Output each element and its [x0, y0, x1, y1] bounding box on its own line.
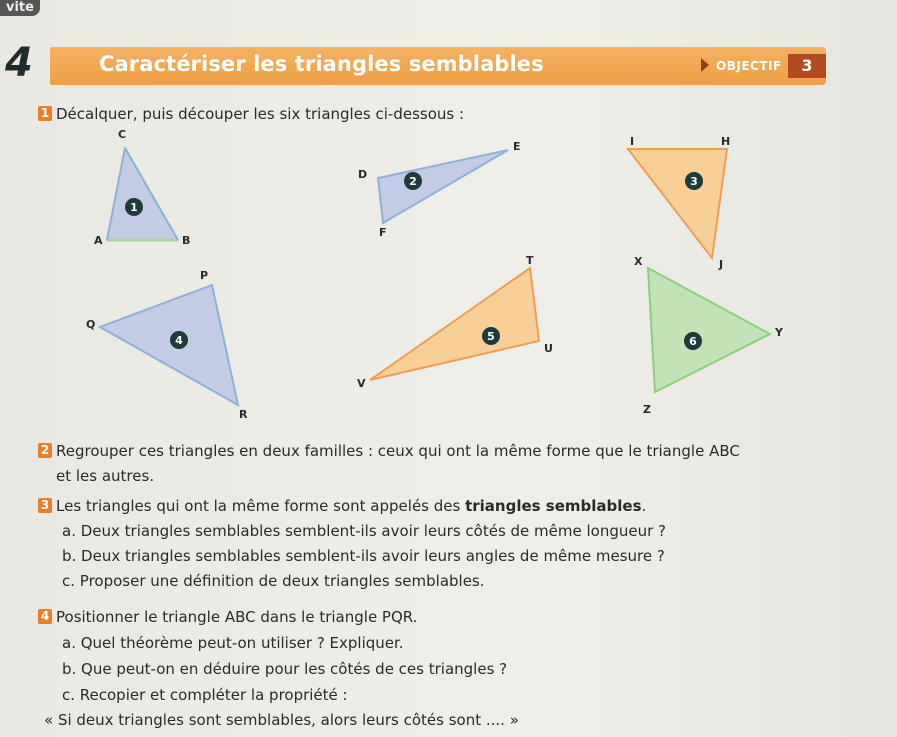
- question-3a: a. Deux triangles semblables semblent-ils avoir leurs côtés de même longueur ?: [62, 522, 666, 540]
- vertex-label: C: [118, 128, 127, 141]
- vertex-label: X: [634, 255, 643, 268]
- triangle-6: [634, 255, 784, 416]
- question-2: [38, 442, 740, 460]
- question-2-line-2: et les autres.: [56, 467, 155, 485]
- question-4a: a. Quel théorème peut-on utiliser ? Expliquer.: [62, 634, 404, 652]
- vertex-label: Q: [86, 318, 96, 331]
- vertex-label: P: [200, 269, 209, 282]
- vertex-label: U: [544, 342, 553, 355]
- objective-label: OBJECTIF: [716, 59, 782, 73]
- vertex-label: B: [182, 234, 191, 247]
- question-3: [38, 497, 646, 515]
- question-2-line-1: Regrouper ces triangles en deux familles : ceux qui ont la même forme que le triangle ABC: [56, 442, 740, 460]
- question-4: [38, 608, 417, 626]
- triangle-4: [86, 269, 248, 421]
- triangle-badge-label: 2: [409, 175, 417, 188]
- question-4-text: Positionner le triangle ABC dans le triangle PQR.: [56, 608, 418, 626]
- question-number-badge: 1: [38, 106, 52, 121]
- triangle-3: [628, 135, 730, 271]
- question-number-badge: 2: [38, 443, 52, 458]
- question-3c: c. Proposer une définition de deux triangles semblables.: [62, 572, 485, 590]
- vertex-label: E: [513, 140, 521, 153]
- question-3-intro: Les triangles qui ont la même forme sont appelés des: [56, 497, 466, 515]
- question-4b: b. Que peut-on en déduire pour les côtés de ces triangles ?: [62, 660, 508, 678]
- vertex-label: D: [358, 168, 368, 181]
- question-3b: b. Deux triangles semblables semblent-ils avoir leurs angles de même mesure ?: [62, 547, 665, 565]
- question-number-badge: 3: [38, 498, 52, 513]
- vertex-label: A: [94, 234, 103, 247]
- question-1-text: Décalquer, puis découper les six triangles ci-dessous :: [56, 105, 465, 123]
- vertex-label: I: [630, 135, 635, 148]
- question-4c: c. Recopier et compléter la propriété :: [62, 686, 348, 704]
- vertex-label: T: [526, 254, 534, 267]
- triangle-badge-label: 3: [690, 175, 698, 188]
- corner-tag: vite: [0, 0, 40, 16]
- triangle-badge-label: 6: [689, 335, 697, 348]
- triangle-2: [358, 140, 521, 239]
- activity-number: 4: [5, 40, 33, 86]
- vertex-label: Z: [643, 403, 651, 416]
- vertex-label: H: [721, 135, 731, 148]
- vertex-label: R: [239, 408, 248, 421]
- vertex-label: J: [719, 258, 724, 271]
- triangle-badge-label: 4: [175, 334, 183, 347]
- triangle-badge-label: 1: [130, 201, 138, 214]
- triangle-badge-label: 5: [487, 330, 495, 343]
- vertex-label: F: [379, 226, 387, 239]
- triangle-1: [94, 128, 190, 247]
- objective-number: 3: [788, 54, 826, 78]
- vertex-label: Y: [775, 326, 783, 339]
- question-3-intro-end: .: [641, 497, 647, 515]
- triangle-5: [357, 254, 553, 390]
- question-number-badge: 4: [38, 609, 52, 624]
- activity-title: Caractériser les triangles semblables: [99, 52, 544, 76]
- vertex-label: V: [357, 377, 366, 390]
- key-term: triangles semblables: [465, 497, 642, 515]
- property-quote: « Si deux triangles sont semblables, alors leurs côtés sont .... »: [44, 711, 519, 729]
